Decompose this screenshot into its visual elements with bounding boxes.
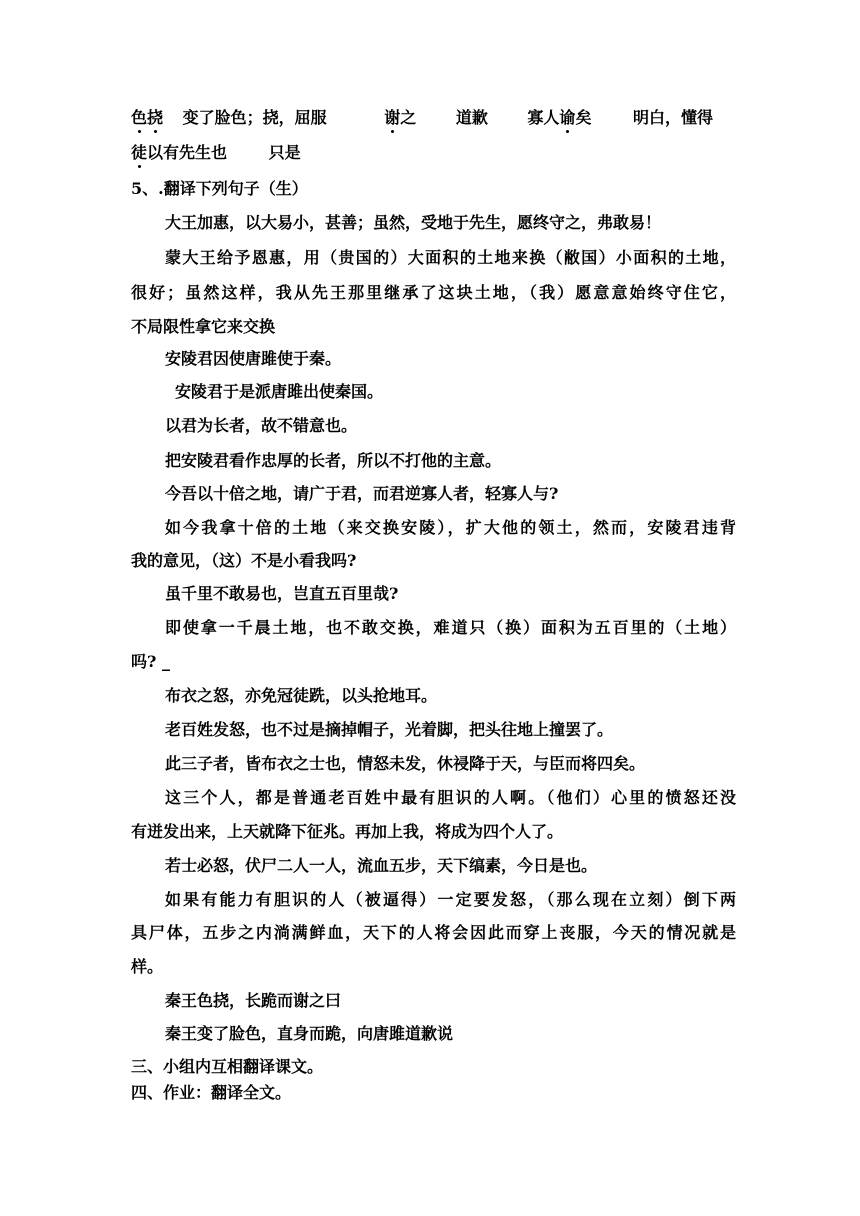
sentence-line: 蒙大王给予恩惠，用（贵国的）大面积的土地来换（敝国）小面积的土地， [165, 248, 736, 267]
sentence-line: 虽千里不敢易也，岂直五百里哉? [165, 584, 399, 603]
gloss-char: 谕 [559, 108, 576, 127]
gloss-meaning: 只是 [268, 143, 301, 162]
gloss-meaning: 道歉 [455, 108, 488, 127]
gloss-row-2 [131, 143, 736, 163]
gloss-char: 色 [131, 108, 148, 127]
sentence-line: 秦王变了脸色，直身而跪，向唐雎道歉说 [165, 1024, 454, 1043]
sentence-line: 不局限性拿它来交换 [131, 317, 276, 336]
sentence-line: 即使拿一千晨土地，也不敢交换，难道只（换）面积为五百里的（土地） [165, 618, 736, 637]
gloss-char: 谢 [384, 108, 401, 127]
gloss-meaning: 变了脸色；挠，屈服 [182, 108, 327, 127]
sentence-line: 我的意见，（这）不是小看我吗? [131, 551, 357, 570]
sentence-line: 此三子者，皆布衣之士也，情怒未发，休祲降于天，与臣而将四矣。 [165, 754, 646, 773]
gloss-char: 之 [400, 108, 417, 127]
gloss-char: 徒 [131, 143, 148, 162]
gloss-term [384, 108, 416, 128]
sentence-line: 若士必怒，伏尸二人一人，流血五步，天下缟素，今日是也。 [165, 856, 598, 875]
gloss-char: 以有先生也 [147, 143, 228, 162]
sentence-line: 秦王色挠，长跪而谢之曰 [165, 991, 342, 1010]
sentence-line: 这三个人，都是普通老百姓中最有胆识的人啊。（他们）心里的愤怒还没 [165, 788, 736, 807]
gloss-char: 矣 [575, 108, 592, 127]
section-heading: 5、.翻译下列句子（生） [131, 179, 308, 198]
sentence-line: 吗? _ [131, 652, 170, 671]
sentence-line: 今吾以十倍之地，请广于君，而君逆寡人者，轻寡人与? [165, 484, 559, 503]
sentence-line: 有迸发出来，上天就降下征兆。再加上我，将成为四个人了。 [131, 822, 564, 841]
sentence-line: 样。 [131, 957, 164, 976]
sentence-line: 具尸体，五步之内淌满鲜血，天下的人将会因此而穿上丧服，今天的情况就是 [131, 923, 736, 942]
sentence-line: 布衣之怒，亦免冠徒跣，以头抢地耳。 [165, 686, 438, 705]
sentence-line: 安陵君于是派唐雎出使秦国。 [175, 382, 384, 401]
gloss-meaning: 明白，懂得 [633, 108, 714, 127]
sentence-line: 以君为长者，故不错意也。 [165, 416, 358, 435]
section-heading: 三、小组内互相翻译课文。 [131, 1057, 324, 1076]
gloss-term [131, 108, 163, 128]
gloss-term [527, 108, 591, 128]
gloss-term [131, 143, 227, 163]
sentence-line: 把安陵君看作忠厚的长者，所以不打他的主意。 [165, 451, 502, 470]
sentence-line: 老百姓发怒，也不过是摘掉帽子，光着脚，把头往地上撞罢了。 [165, 720, 614, 739]
sentence-line: 很好；虽然这样，我从先王那里继承了这块土地，（我）愿意意始终守住它， [131, 283, 736, 302]
gloss-char: 挠 [147, 108, 164, 127]
section-heading: 四、作业：翻译全文。 [131, 1083, 292, 1102]
sentence-line: 如果有能力有胆识的人（被逼得）一定要发怒，（那么现在立刻）倒下两 [165, 890, 736, 909]
gloss-row-1 [131, 108, 736, 128]
sentence-line: 安陵君因使唐雎使于秦。 [165, 349, 342, 368]
sentence-line: 大王加惠，以大易小，甚善；虽然，受地于先生，愿终守之，弗敢易！ [165, 213, 662, 232]
gloss-char: 寡人 [527, 108, 560, 127]
sentence-line: 如今我拿十倍的土地（来交换安陵），扩大他的领土，然而，安陵君违背 [165, 518, 736, 537]
